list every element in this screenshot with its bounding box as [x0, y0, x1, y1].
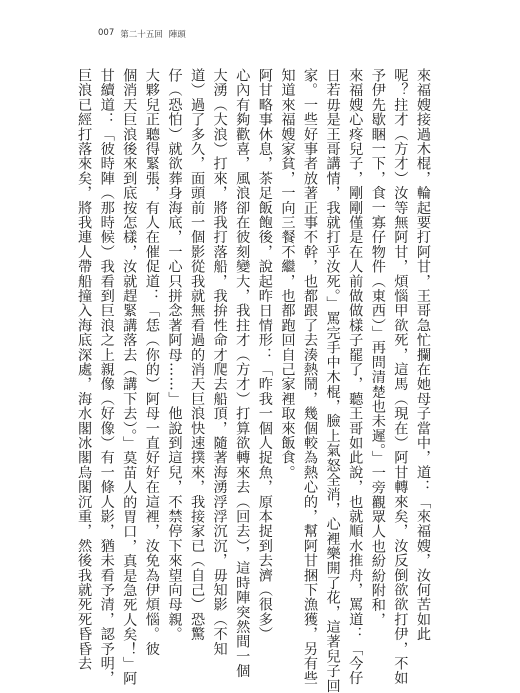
chapter-title: 第二十五回	[120, 30, 163, 40]
section-title: 陣頭	[168, 30, 186, 40]
text-column: 甘續道：「彼時陣（那時候）我看到巨浪之上親像（好像）有一條人影，猶未看予清，認予明，	[98, 68, 115, 686]
text-column: 呢？拄才（方才）汝等無阿甘，煩惱甲欲死，這馬（現在）阿甘轉來矣，汝反倒欲欲打伊，不如	[392, 68, 409, 686]
text-column: 巨浪已經打落來矣，將我連人帶船撞入海底深處，海水閣冰閣烏閣沉重，然後我就死死昏昏去	[76, 68, 93, 671]
text-column: 心內有夠歡喜，風浪卻在彼刻變大，我拄才（方才）打算欲轉來去（回去），這時陣突然間一個	[234, 68, 251, 679]
text-column: 大湧（大浪）打來，將我打落船，我拚性命才爬去船頂，隨著海湧浮浮沉沉，毋知影（不知	[211, 68, 228, 656]
text-column: 家。一些好事者放著正事不幹，也都跟了去湊熱鬧，幾個較為熱心的，幫阿甘捆下漁獲，另有些	[302, 68, 319, 686]
text-column: 仔（恐怕）就欲葬身海底，一心只拼念著阿母……」他說到這兒，不禁停下來望向母親。	[166, 68, 183, 642]
text-column: 來福嫂心疼兒子，剛剛僅是在人前做做樣子罷了，聽王哥如此說，也就順水推舟，罵道：「今仔	[347, 68, 364, 686]
page-number: 007	[98, 28, 115, 38]
text-column: 大夥兒正聽得緊張，有人在催促道：「恁（你的）阿母一直好好在這裡，汝免為伊煩惱。彼	[143, 68, 160, 656]
page-header	[98, 28, 186, 40]
text-column: 個消天巨浪後來到底按怎樣，汝就趕緊講落去（講下去）。」莫苗人的胃口，真是急死人矣！」阿	[121, 68, 138, 686]
text-column: 日若毋是王哥講情，我就打乎汝死。」罵完手中木棍，臉上氣怒全消，心裡樂開了花，這著兒子回	[324, 68, 341, 693]
body-text	[76, 68, 434, 693]
text-column: 予伊先歇睏一下，食一寡仔物件（東西）」再問清楚也未遲。」一旁觀眾人也紛紛附和，	[369, 68, 386, 628]
text-column: 道）過了多久，面頭前一個影從我就無看過的消天巨浪快速撲來，我接家已（自己）恐驚	[189, 68, 206, 642]
text-column: 阿甘略事休息，茶足飯飽後，說起昨日情形：「昨我一個人捉魚，原本捉到去濟（很多）	[256, 68, 273, 642]
text-column: 來福嫂接過木棍，輪起要打阿甘，王哥急忙攔在她母子當中，道：「來福嫂，汝何苦如此	[415, 68, 431, 642]
text-column: 知道來福嫂家貧，一向三餐不繼，也都跑回自己家裡取來飯食。	[279, 68, 296, 480]
